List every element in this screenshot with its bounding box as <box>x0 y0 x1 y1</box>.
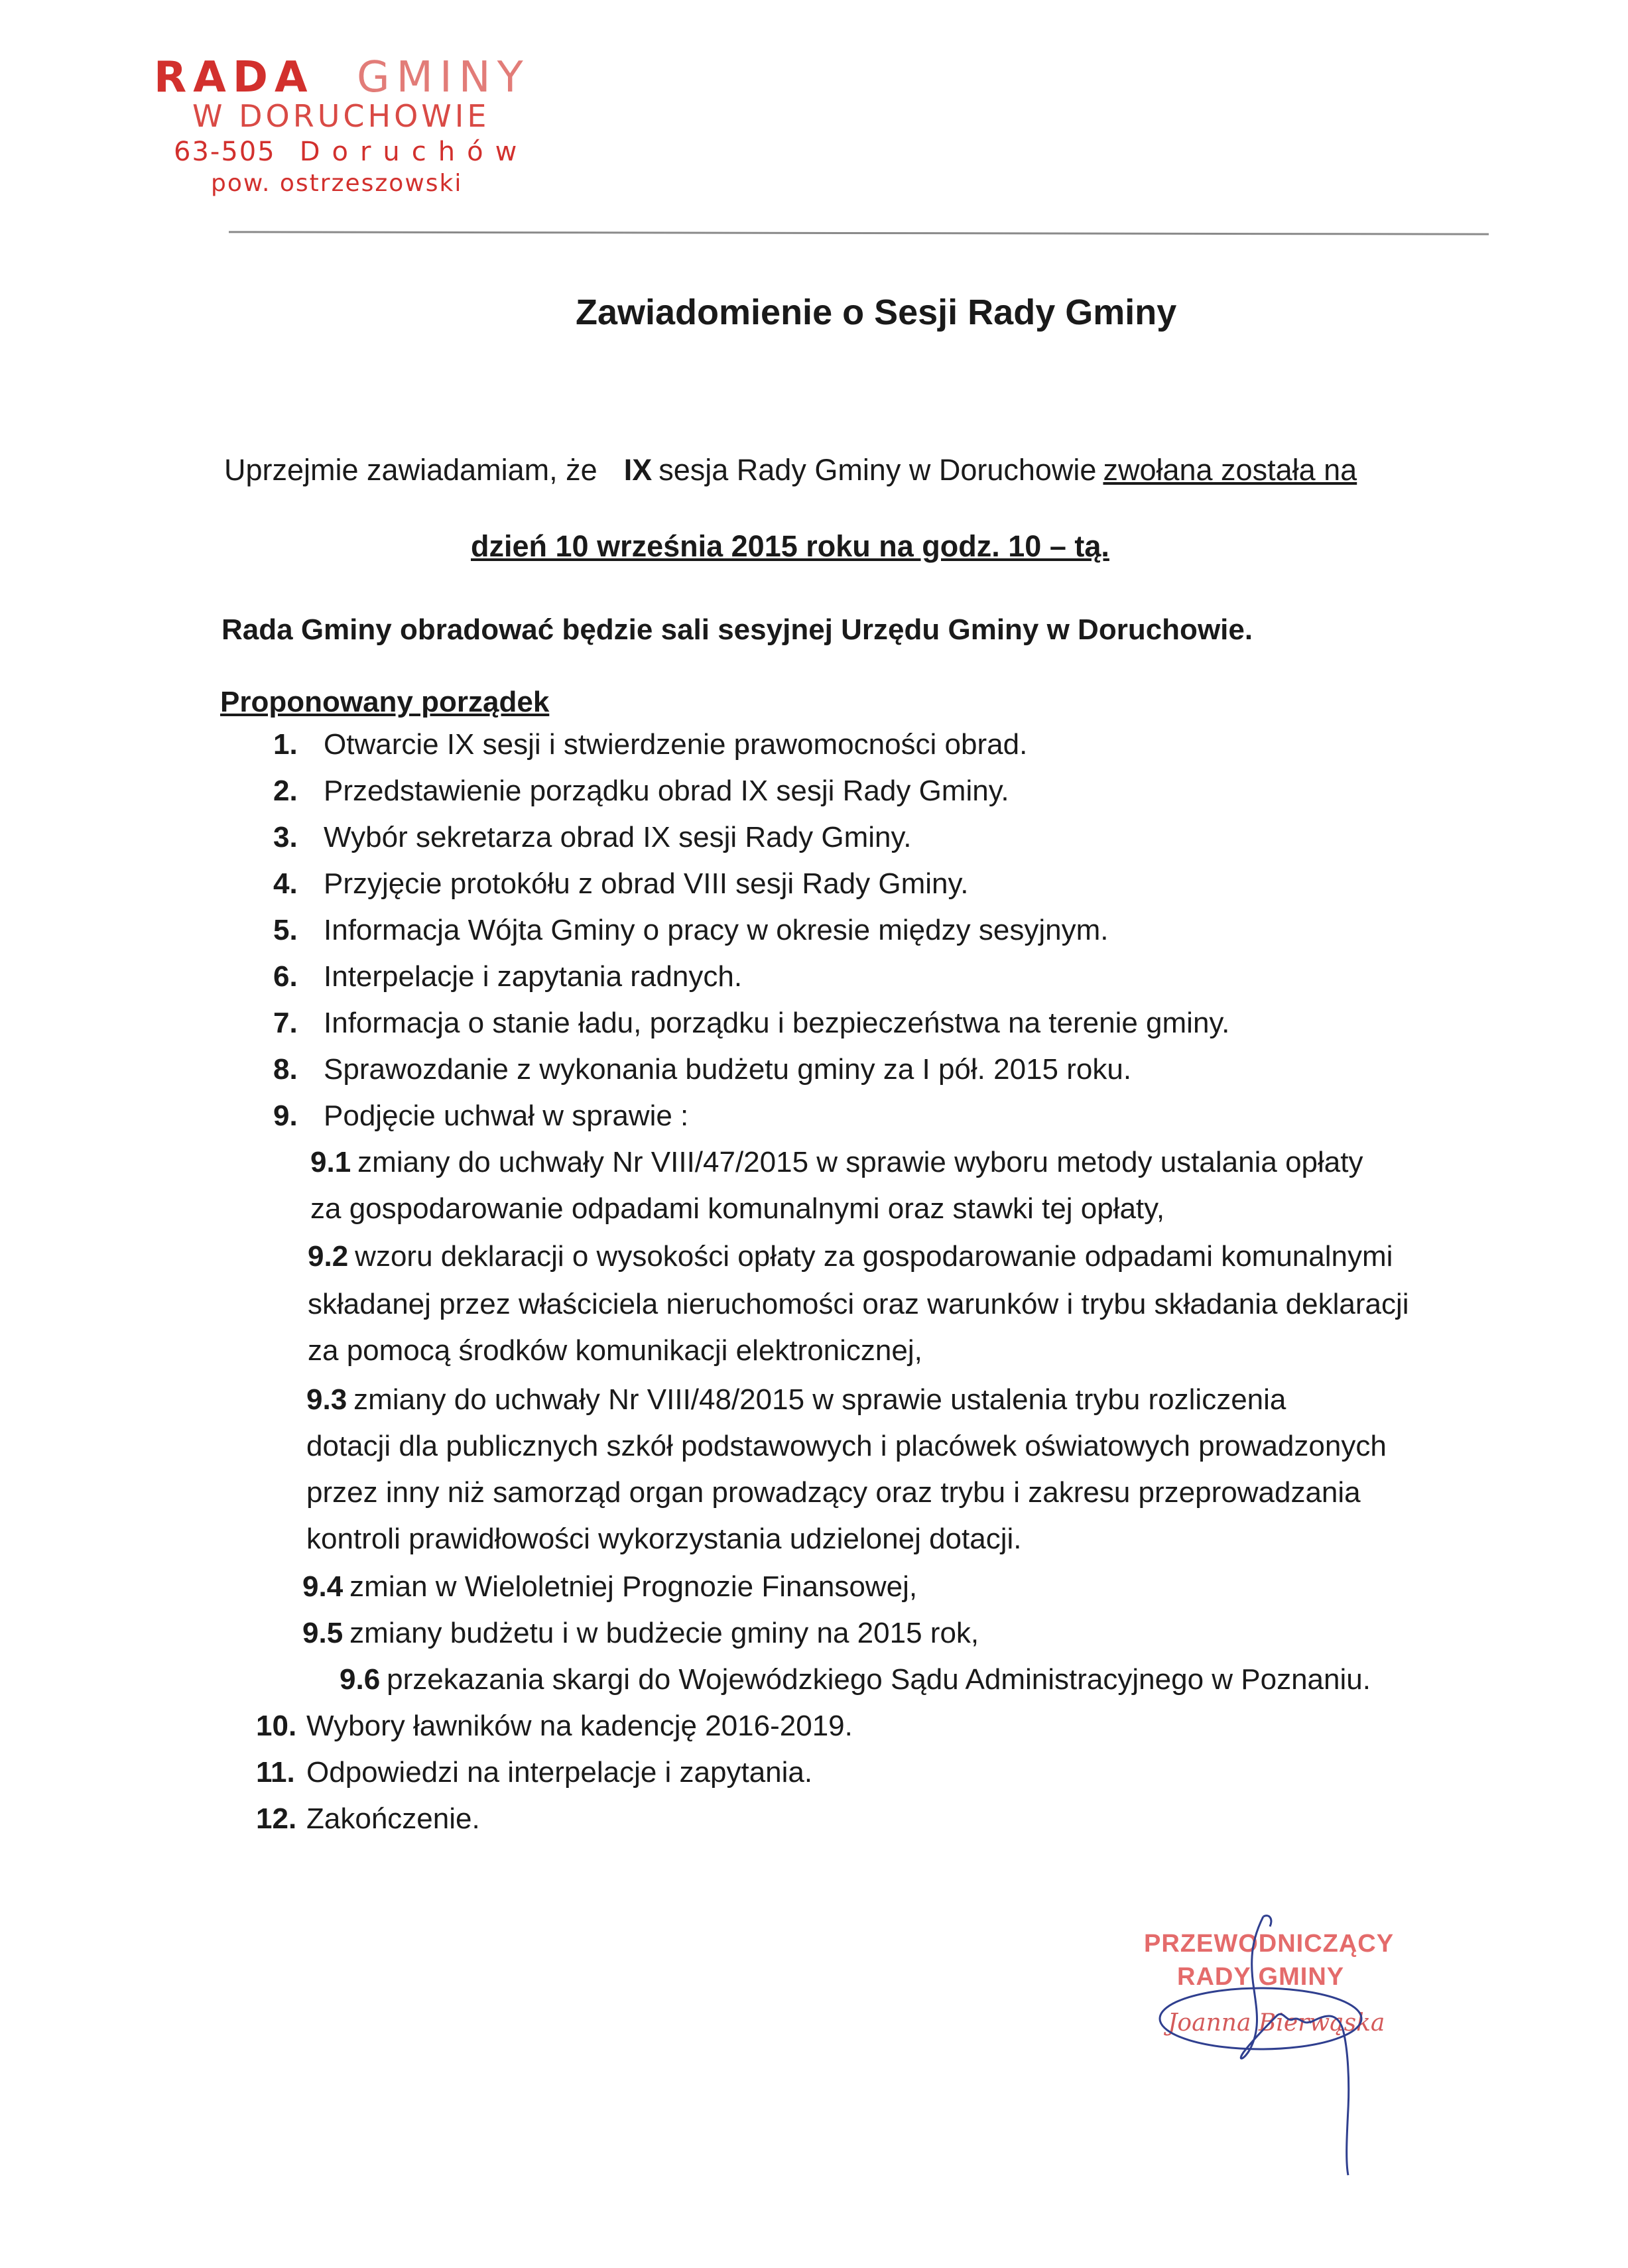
subitem-num: 9.6 <box>340 1663 381 1696</box>
subitem-continuation: za gospodarowanie odpadami komunalnymi oraz stawki tej opłaty, <box>310 1192 1165 1225</box>
signature-title-line-1: PRZEWODNICZĄCY <box>1144 1930 1395 1958</box>
agenda-num: 9. <box>273 1100 298 1132</box>
subitem <box>310 1146 1363 1179</box>
stamp-city: Doruchów <box>299 137 529 167</box>
agenda-num: 1. <box>273 728 298 761</box>
agenda-item <box>273 1100 688 1133</box>
agenda-item <box>273 1007 1229 1040</box>
subitem-num: 9.4 <box>302 1570 344 1603</box>
agenda-item <box>273 775 1009 808</box>
agenda-item <box>273 867 968 901</box>
subitem-text: przekazania skargi do Wojewódzkiego Sądu Administracyjnego w Poznaniu. <box>387 1663 1371 1696</box>
agenda-text: Wybory ławników na kadencję 2016-2019. <box>306 1710 853 1742</box>
subitem-continuation: dotacji dla publicznych szkół podstawowych i placówek oświatowych prowadzonych <box>306 1430 1387 1462</box>
agenda-num: 4. <box>273 867 298 900</box>
agenda-item <box>256 1756 812 1789</box>
agenda-text: Przyjęcie protokółu z obrad VIII sesji Rady Gminy. <box>324 867 969 900</box>
agenda-item <box>273 821 911 854</box>
stamp-line-3 <box>174 137 529 167</box>
subitem-text: wzoru deklaracji o wysokości opłaty za gospodarowanie odpadami komunalnymi <box>355 1240 1393 1273</box>
agenda-item <box>273 914 1108 947</box>
agenda-num: 11. <box>256 1756 295 1789</box>
stamp-postcode: 63-505 <box>174 137 276 167</box>
stamp-line-1 <box>154 53 530 102</box>
agenda-text: Podjęcie uchwał w sprawie : <box>324 1100 689 1132</box>
subitem-text: zmian w Wieloletniej Prognozie Finansowej, <box>349 1570 918 1603</box>
subitem <box>308 1240 1393 1273</box>
agenda-text: Odpowiedzi na interpelacje i zapytania. <box>306 1756 813 1789</box>
agenda-item <box>273 1053 1131 1086</box>
subitem-continuation: kontroli prawidłowości wykorzystania udzielonej dotacji. <box>306 1523 1022 1555</box>
session-place: Rada Gminy obradować będzie sali sesyjnej Urzędu Gminy w Doruchowie. <box>221 613 1253 646</box>
chairperson-signature-stamp <box>1137 1910 1416 2188</box>
subitem-text: zmiany do uchwały Nr VIII/47/2015 w sprawie wyboru metody ustalania opłaty <box>357 1146 1363 1178</box>
agenda-num: 8. <box>273 1053 298 1086</box>
agenda-text: Wybór sekretarza obrad IX sesji Rady Gminy. <box>324 821 912 853</box>
subitem-text: zmiany do uchwały Nr VIII/48/2015 w sprawie ustalenia trybu rozliczenia <box>353 1383 1286 1416</box>
agenda-text: Informacja Wójta Gminy o pracy w okresie między sesyjnym. <box>324 914 1109 946</box>
subitem <box>302 1570 917 1604</box>
subitem-continuation: składanej przez właściciela nieruchomości oraz warunków i trybu składania deklaracji <box>308 1288 1409 1320</box>
subitem-num: 9.1 <box>310 1146 351 1178</box>
subitem-continuation: za pomocą środków komunikacji elektronicznej, <box>308 1334 922 1367</box>
subitem-text: zmiany budżetu i w budżecie gminy na 2015 rok, <box>349 1617 979 1649</box>
session-number: IX <box>623 453 653 487</box>
header-divider <box>229 231 1489 235</box>
agenda-num: 10. <box>256 1710 297 1742</box>
intro-before: Uprzejmie zawiadamiam, że <box>224 453 597 487</box>
subitem-num: 9.3 <box>306 1383 347 1416</box>
stamp-gminy: GMINY <box>357 53 530 102</box>
subitem-num: 9.5 <box>302 1617 344 1649</box>
subitem <box>302 1617 979 1650</box>
agenda-num: 12. <box>256 1802 297 1835</box>
handwritten-signature <box>1137 1910 1416 2188</box>
agenda-text: Interpelacje i zapytania radnych. <box>324 960 743 993</box>
stamp-line-2: W DORUCHOWIE <box>192 98 490 134</box>
subitem <box>306 1383 1286 1417</box>
signature-title-line-2: RADY GMINY <box>1177 1963 1345 1991</box>
agenda-item <box>273 728 1027 761</box>
agenda-num: 5. <box>273 914 298 946</box>
agenda-heading: Proponowany porządek <box>220 686 550 718</box>
agenda-num: 7. <box>273 1007 298 1039</box>
intro-paragraph <box>224 453 1357 487</box>
intro-middle: sesja Rady Gminy w Doruchowie <box>658 453 1097 487</box>
agenda-text: Sprawozdanie z wykonania budżetu gminy za I pół. 2015 roku. <box>324 1053 1132 1086</box>
subitem-continuation: przez inny niż samorząd organ prowadzący oraz trybu i zakresu przeprowadzania <box>306 1476 1361 1509</box>
subitem <box>340 1663 1371 1696</box>
agenda-num: 3. <box>273 821 298 853</box>
subitem-num: 9.2 <box>308 1240 349 1273</box>
stamp-line-4: pow. ostrzeszowski <box>211 170 463 197</box>
agenda-text: Informacja o stanie ładu, porządku i bezpieczeństwa na terenie gminy. <box>324 1007 1230 1039</box>
agenda-item <box>273 960 742 993</box>
stamp-rada: RADA <box>154 53 314 102</box>
agenda-text: Zakończenie. <box>306 1802 480 1835</box>
agenda-num: 6. <box>273 960 298 993</box>
agenda-num: 2. <box>273 775 298 807</box>
agenda-text: Przedstawienie porządku obrad IX sesji Rady Gminy. <box>324 775 1009 807</box>
agenda-text: Otwarcie IX sesji i stwierdzenie prawomocności obrad. <box>324 728 1028 761</box>
agenda-item <box>256 1710 853 1743</box>
session-date: dzień 10 września 2015 roku na godz. 10 – tą. <box>471 529 1109 563</box>
signature-name: Joanna Bierwąska <box>1168 2009 1385 2037</box>
agenda-item <box>256 1802 480 1836</box>
intro-underlined: zwołana została na <box>1103 453 1357 487</box>
document-title: Zawiadomienie o Sesji Rady Gminy <box>576 292 1177 332</box>
